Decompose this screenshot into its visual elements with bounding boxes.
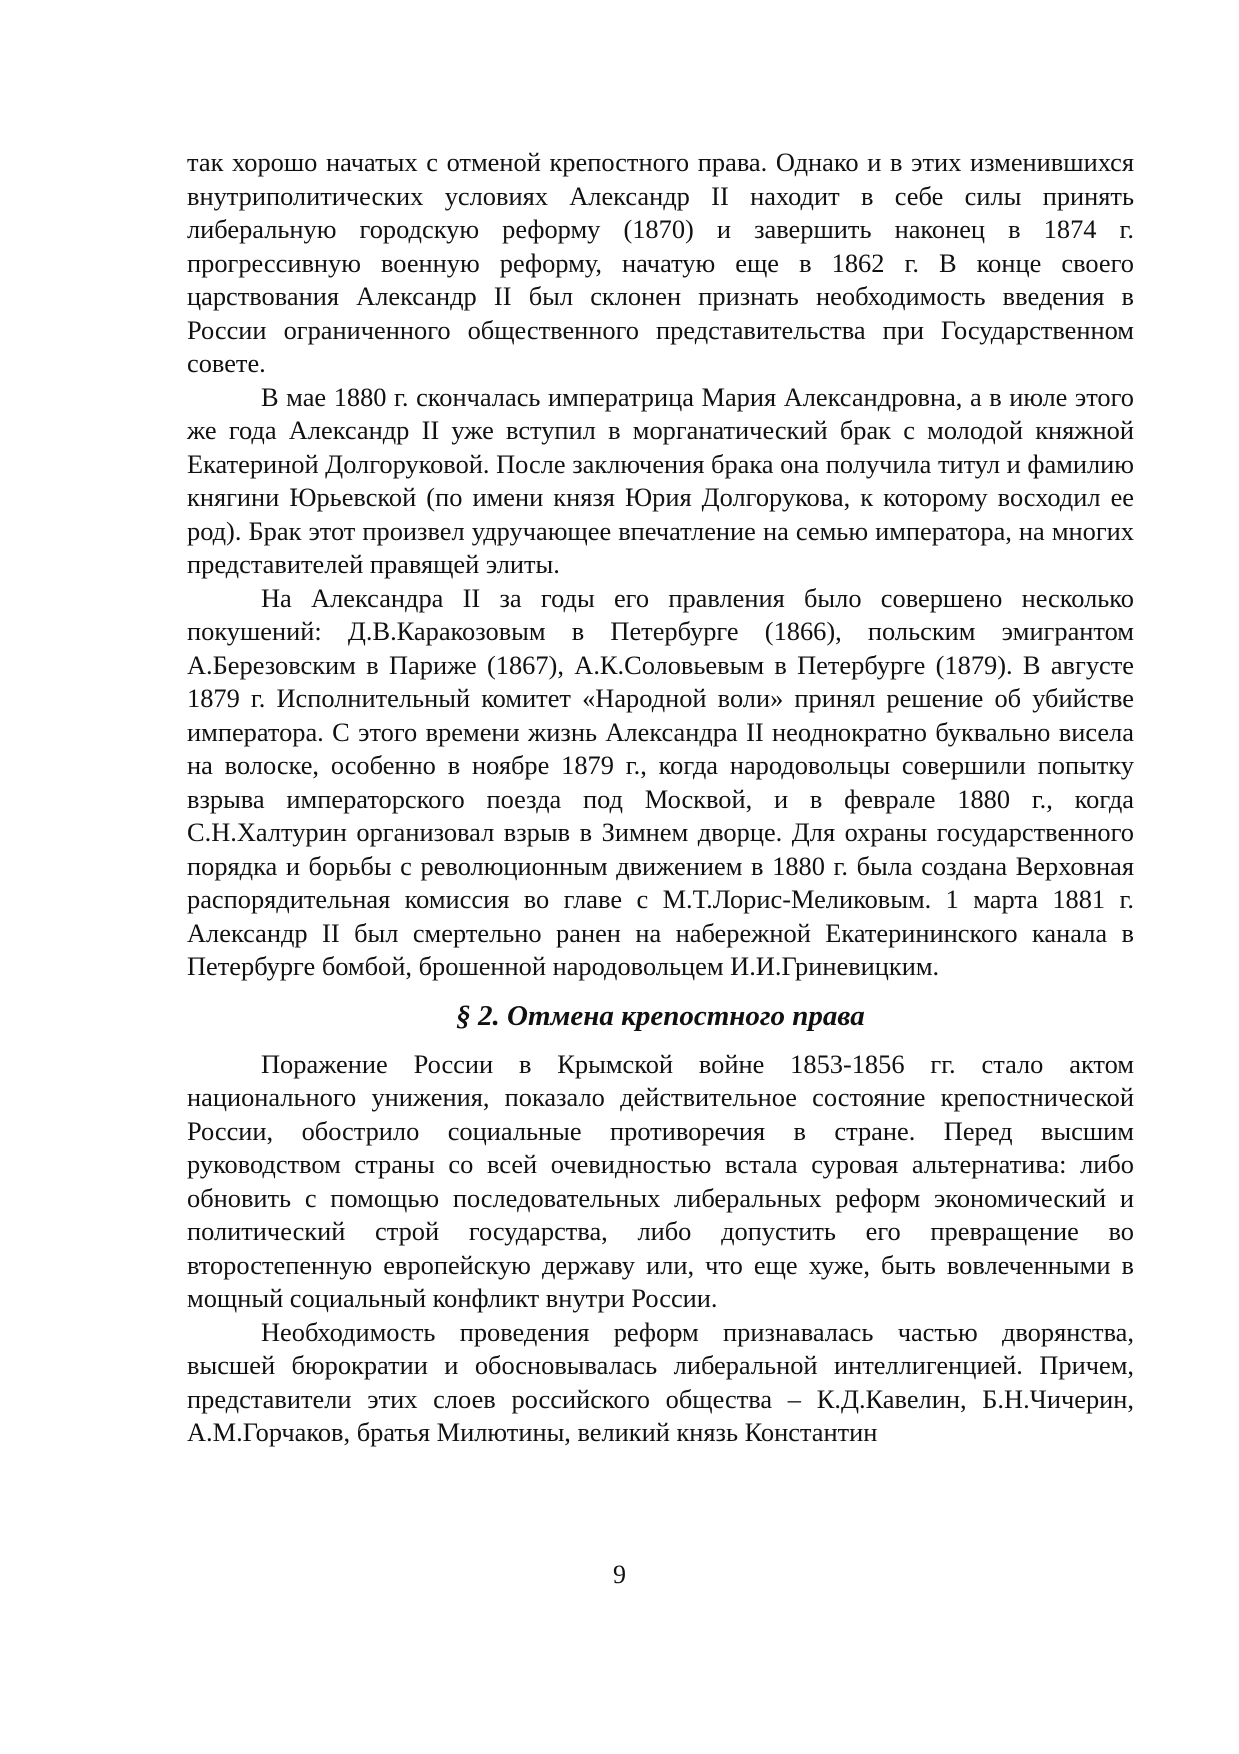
page-number: 9 [613, 1560, 626, 1589]
section-heading: § 2. Отмена крепостного права [456, 999, 865, 1032]
paragraph-crimean-war: Поражение России в Крымской войне 1853-1856 гг. стало актом национального унижения, показало действительное состояние крепостнической России, обострило социальные противоречия в стране. Перед высшим руководством страны со всей очевидностью встала суровая альтернатива: либо обновить с помощью последовательных либеральных реформ экономический и политический строй государства, либо допустить его превращение во второстепенную европейскую державу или, что еще хуже, быть вовлеченными в мощный социальный конфликт внутри России. [187, 1048, 1134, 1313]
paragraph-marriage: В мае 1880 г. скончалась императрица Мария Александровна, а в июле этого же года Александр II уже вступил в морганатический брак с молодой княжной Екатериной Долгоруковой. После заключения брака она получила титул и фамилию княгини Юрьевской (по имени князя Юрия Долгорукова, к которому восходил ее род). Брак этот произвел удручающее впечатление на семью императора, на многих представителей правящей элиты. [187, 381, 1134, 579]
paragraph-assassination-attempts: На Александра II за годы его правления было совершено несколько покушений: Д.В.Каракозовым в Петербурге (1866), польским эмигрантом А.Березовским в Париже (1867), А.К.Соловьевым в Петербурге (1879). В августе 1879 г. Исполнительный комитет «Народной воли» принял решение об убийстве императора. С этого времени жизнь Александра II неоднократно буквально висела на волоске, особенно в ноябре 1879 г., когда народовольцы совершили попытку взрыва императорского поезда под Москвой, и в феврале 1880 г., когда С.Н.Халтурин организовал взрыв в Зимнем дворце. Для охраны государственного порядка и борьбы с революционным движением в 1880 г. была создана Верховная распорядительная комиссия во главе с М.Т.Лорис-Меликовым. 1 марта 1881 г. Александр II был смертельно ранен на набережной Екатерининского канала в Петербурге бомбой, брошенной народовольцем И.И.Гриневицким. [187, 582, 1134, 981]
page-body [187, 146, 1134, 1450]
paragraph-continuation: так хорошо начатых с отменой крепостного права. Однако и в этих изменившихся внутриполитических условиях Александр II находит в себе силы принять либеральную городскую реформу (1870) и завершить наконец в 1874 г. прогрессивную военную реформу, начатую еще в 1862 г. В конце своего царствования Александр II был склонен признать необходимость введения в России ограниченного общественного представительства при Государственном совете. [187, 147, 1134, 378]
paragraph-reform-necessity: Необходимость проведения реформ признавалась частью дворянства, высшей бюрократии и обосновывалась либеральной интеллигенцией. Причем, представители этих слоев российского общества – К.Д.Кавелин, Б.Н.Чичерин, А.М.Горчаков, братья Милютины, великий князь Константин [187, 1316, 1134, 1447]
